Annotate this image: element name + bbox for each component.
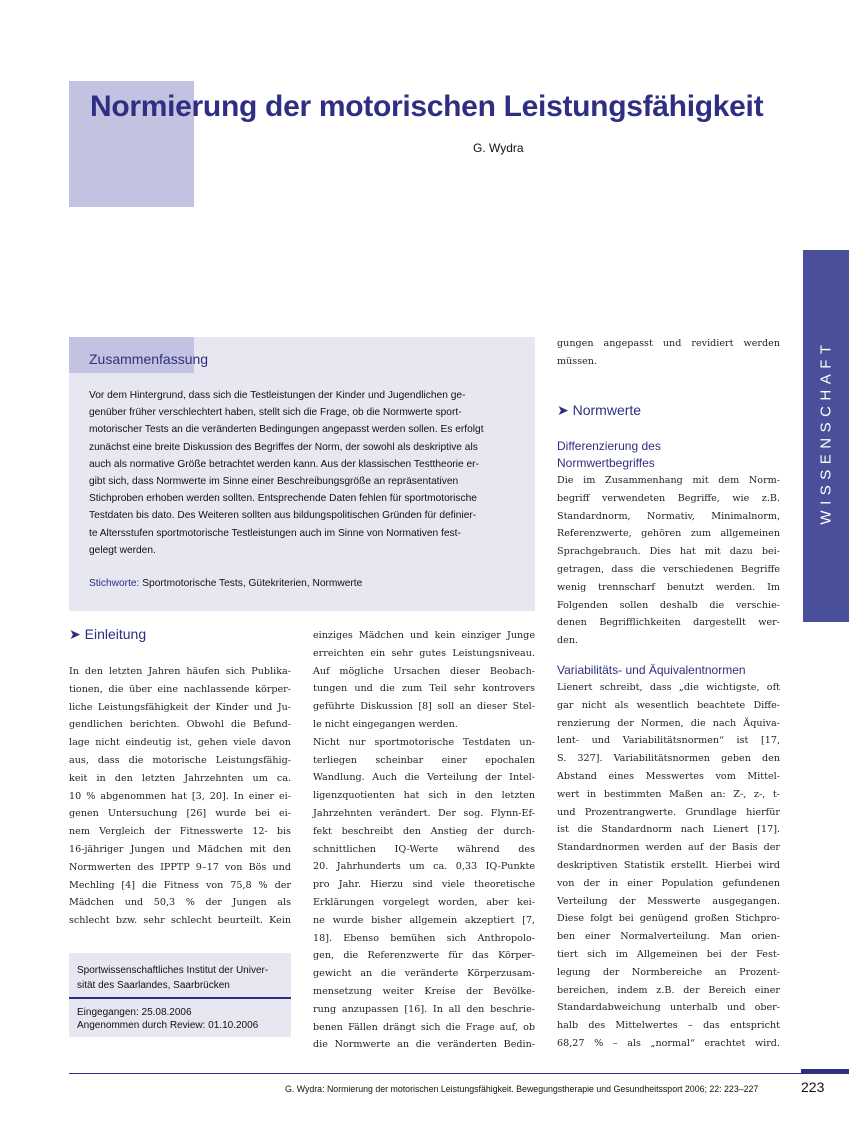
text-line: lent- und Variabilitätsnormen“ ist [17,: [557, 735, 780, 747]
footer-rule: [69, 1073, 801, 1074]
text-line: mensetzung weiter Kreise der Bevölke-: [313, 985, 535, 997]
abstract-line: zunächst eine breite Diskussion des Begriffes der Norm, der sowohl als deskriptive als: [89, 441, 478, 453]
subheading-line: Normwertbegriffes: [557, 456, 655, 470]
article-title: Normierung der motorischen Leistungsfähigkeit: [90, 90, 764, 123]
text-line: tiert sich im Allgemeinen bei der Fest-: [557, 948, 780, 960]
text-line: Mechling [4] die Fitness von 75,8 % der: [69, 879, 291, 891]
text-line: Standardnormen werden auf der Basis der: [557, 842, 780, 854]
text-line: Auf mögliche Ursachen dieser Beobach-: [313, 665, 535, 677]
column-3-intro-text: [557, 335, 780, 371]
subheading-differenzierung: [557, 438, 661, 472]
keywords-value: Sportmotorische Tests, Gütekriterien, Normwerte: [142, 578, 363, 589]
abstract-line: gibt sich, dass Normwerte im Sinne einer Beschreibungsgröße an repräsentativen: [89, 476, 459, 488]
text-line: tungen und die zum Teil sehr kontrovers: [313, 683, 535, 695]
column-3-variabilitaet-text: [557, 679, 780, 1053]
text-line: deskriptiven Statistik erstellt. Hierbei wird: [557, 859, 780, 871]
abstract-box: [69, 337, 535, 611]
text-line: schnittlichen IQ-Werte während des: [313, 843, 535, 855]
text-line: gendlichen berichten. Obwohl die Befund-: [69, 719, 291, 731]
abstract-text: [89, 387, 507, 559]
subheading-line: Differenzierung des: [557, 439, 661, 453]
text-line: le nicht eingegangen werden.: [313, 718, 458, 730]
page-number: 223: [801, 1079, 825, 1095]
abstract-line: genüber früher verschlechtert haben, stellt sich die Frage, ob die Normwerte sport-: [89, 407, 462, 419]
text-line: S. 327]. Variabilitätsnormen geben den: [557, 753, 780, 765]
text-line: Verteilung der Messwerte ausgegangen.: [557, 895, 780, 907]
text-line: müssen.: [557, 355, 598, 367]
section-heading-normwerte: ➤ Normwerte: [557, 402, 642, 418]
affiliation-divider: [69, 997, 291, 999]
text-line: Normwerten des IPPTP 9–17 von Bös und: [69, 861, 291, 873]
text-line: Mädchen und 50,3 % der Jungen als: [69, 897, 291, 909]
abstract-line: Vor dem Hintergrund, dass sich die Testleistungen der Kinder und Jugendlichen ge-: [89, 390, 466, 401]
text-line: ligenzquotienten hat sich in den letzten: [313, 790, 535, 802]
section-tab-label: WISSENSCHAFT: [817, 339, 835, 525]
text-line: Sprachgebrauch. Dies hat mit dazu bei-: [557, 546, 780, 558]
affiliation-box: [69, 953, 291, 1037]
abstract-line: gelegt werden.: [89, 544, 156, 556]
text-line: wenig trennscharf benutzt werden. Im: [557, 581, 780, 593]
accepted-date: Angenommen durch Review: 01.10.2006: [77, 1019, 259, 1031]
text-line: liche Leistungsfähigkeit der Kinder und Ju-: [69, 701, 291, 713]
text-line: terliegen scheinbar einer epochalen: [313, 754, 535, 766]
text-line: 16-jähriger Jungen und Mädchen mit den: [69, 843, 291, 855]
text-line: renzierung der Normen, die nach Äquiva-: [557, 717, 780, 729]
text-line: erreichten ein sehr gutes Leistungsniveau.: [313, 647, 535, 659]
text-line: Diese folgt bei genügend großen Stichpro-: [557, 913, 780, 925]
abstract-heading: Zusammenfassung: [89, 351, 209, 367]
text-line: Erklärungen vorgelegt worden, aber kei-: [313, 896, 535, 908]
text-line: getragen, dass die verschiedenen Begriffe: [557, 563, 780, 575]
section-heading-einleitung: ➤ Einleitung: [69, 626, 147, 642]
text-line: und Prozentrangwerte. Grundlage hierfür: [557, 806, 780, 818]
text-line: Nicht nur sportmotorische Testdaten un-: [313, 736, 535, 748]
text-line: lage nicht eindeutig ist, gehen viele davon: [69, 737, 291, 749]
keywords: [89, 578, 362, 589]
text-line: begriff verwendeten Begriffe, wie z.B.: [557, 492, 780, 504]
text-line: bereichen, indem z.B. der Bereich einer: [557, 984, 780, 996]
affiliation-line: sität des Saarlandes, Saarbrücken: [77, 980, 230, 991]
text-line: nem Vergleich der Fitnesswerte 12- bis: [69, 826, 291, 838]
text-line: 20. Jahrhunderts um ca. 0,33 IQ-Punkte: [313, 861, 535, 873]
text-line: gungen angepasst und revidiert werden: [557, 338, 780, 349]
text-line: Abstand eines Messwertes vom Mittel-: [557, 770, 780, 782]
text-line: schlecht bzw. sehr schlecht beurteilt. Kein: [69, 915, 291, 927]
abstract-line: Stichproben erhoben werden sollten. Entsprechende Daten fehlen für sportmotorische: [89, 493, 477, 505]
text-line: gar nicht als wesentlich beachtete Diffe-: [557, 699, 780, 711]
column-2-text: [313, 627, 535, 1054]
text-line: Jahrzehnten verändert. Der sog. Flynn-Ef-: [313, 807, 535, 819]
footer-citation: G. Wydra: Normierung der motorischen Leistungsfähigkeit. Bewegungstherapie und Gesundheitssport 2006; 22: 223–227: [285, 1084, 759, 1094]
column-1-text: [69, 663, 291, 930]
text-line: ist die Standardnorm nach Lienert [17].: [557, 824, 780, 836]
text-line: ben einer Normalverteilung. Man orien-: [557, 931, 780, 943]
text-line: 10 % abgenommen hat [3, 20]. In einer ei-: [69, 790, 291, 802]
abstract-line: te Altersstufen sportmotorische Testleistungen auch im Sinne von Normativen fest-: [89, 527, 461, 539]
affiliation-dates: [77, 1007, 258, 1032]
text-line: Standardabweichung unterhalb und ober-: [557, 1002, 780, 1014]
text-line: Die im Zusammenhang mit dem Norm-: [557, 475, 780, 486]
text-line: fekt beschreibt den Anstieg der durch-: [313, 825, 535, 837]
text-line: legung der Normbereiche an Prozent-: [557, 966, 780, 978]
text-line: gewicht an die veränderte Körperzusam-: [313, 968, 535, 980]
text-line: gen, die Referenzwerte für das Körper-: [313, 950, 535, 962]
text-line: von der in einer Population gefundenen: [557, 877, 780, 889]
text-line: aus, dass die motorische Leistungsfähig-: [69, 754, 291, 766]
text-line: Folgenden sollen deshalb die verschie-: [557, 599, 780, 611]
column-3-differenzierung-text: [557, 472, 780, 650]
text-line: halb des Mittelwertes – das entspricht: [557, 1020, 780, 1032]
subheading-variabilitaet: Variabilitäts- und Äquivalentnormen: [557, 663, 746, 677]
text-line: rung anzupassen [16]. In all den beschrie-: [313, 1003, 535, 1015]
text-line: denen Begrifflichkeiten dargestellt wer-: [557, 617, 780, 629]
abstract-line: Testdaten bis dato. Des Weiteren sollten aus bildungspolitischen Gründen für definier-: [89, 510, 477, 522]
text-line: keit in den letzten Jahrzehnten um ca.: [69, 772, 291, 784]
text-line: die Normwerte an die veränderten Bedin-: [313, 1039, 535, 1051]
text-line: einziges Mädchen und kein einziger Junge: [313, 630, 535, 641]
abstract-line: motorischer Tests an die veränderten Bedingungen angepasst werden sollen. Es erfolgt: [89, 424, 484, 436]
text-line: wert in bestimmten Maßen an: Z-, z-, t-: [557, 788, 780, 800]
received-date: Eingegangen: 25.08.2006: [77, 1007, 192, 1018]
affiliation-line: Sportwissenschaftliches Institut der Univer-: [77, 965, 269, 976]
text-line: Referenzwerte, gehören zum allgemeinen: [557, 528, 780, 540]
affiliation-institute: [77, 963, 268, 993]
text-line: genen Untersuchung [26] wurde bei ei-: [69, 808, 291, 820]
abstract-line: auch als normative Größe betrachtet werden kann. Aus der klassischen Testtheorie er-: [89, 458, 479, 470]
text-line: Standardnorm, Normativ, Minimalnorm,: [557, 510, 780, 522]
footer-accent-bar: [801, 1069, 849, 1074]
text-line: In den letzten Jahren häufen sich Publika-: [69, 666, 291, 677]
text-line: ne wurde bisher allgemein akzeptiert [7,: [313, 914, 535, 926]
text-line: 18]. Ebenso bemühen sich Anthropolo-: [313, 932, 535, 944]
text-line: pro Jahr. Hierzu sind viele theoretische: [313, 879, 535, 891]
text-line: tionen, die über eine nachlassende körper-: [69, 683, 291, 695]
text-line: geführte Diskussion [8] soll an dieser Stel-: [313, 701, 535, 713]
text-line: Wandlung. Auch die Verteilung der Intel-: [313, 772, 535, 784]
keywords-label: Stichworte:: [89, 578, 140, 589]
text-line: benen Fällen drängt sich die Frage auf, ob: [313, 1021, 535, 1033]
author-name: G. Wydra: [473, 141, 524, 155]
text-line: den.: [557, 635, 579, 647]
text-line: Lienert schreibt, dass „die wichtigste, oft: [557, 682, 780, 693]
text-line: 68,27 % – als „normal“ erachtet wird.: [557, 1037, 780, 1049]
